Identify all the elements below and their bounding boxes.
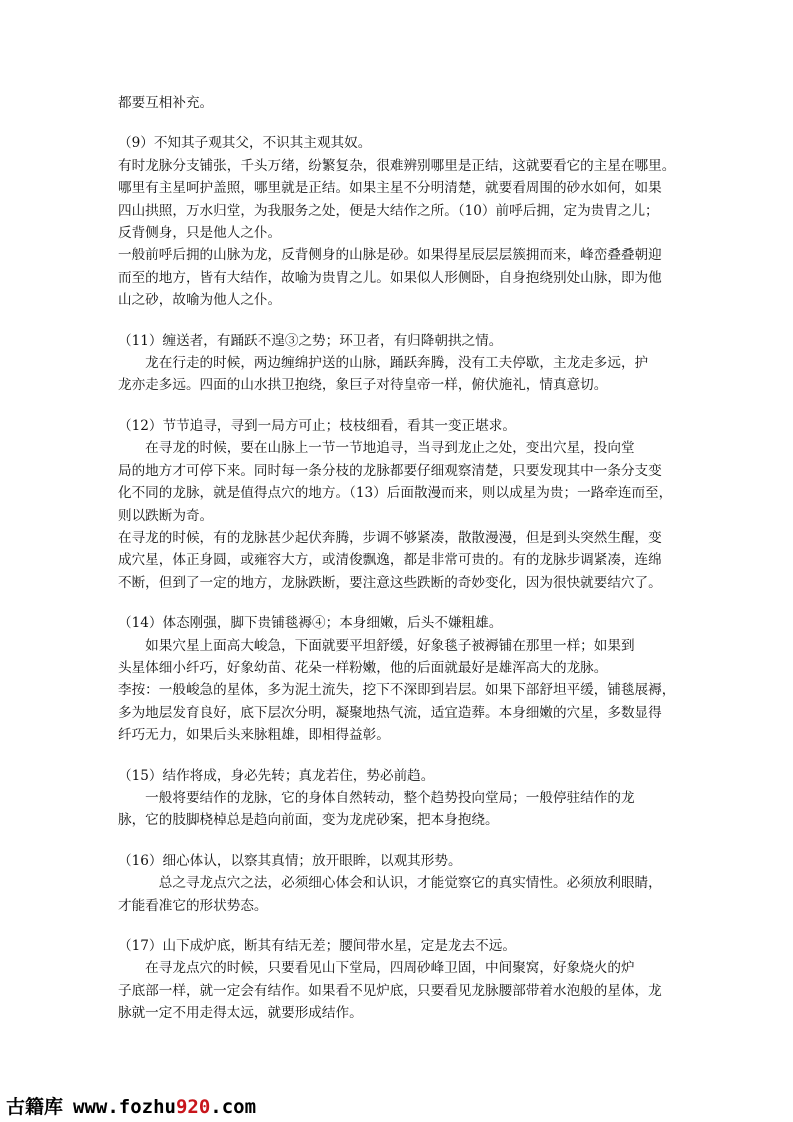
footer-url-suffix: .com	[210, 1096, 257, 1118]
text-line: 李按：一般峻急的星体，多为泥土流失，挖下不深即到岩层。如果下部舒坦平缓，铺毯展褥，	[118, 682, 676, 699]
text-line: 而至的地方，皆有大结作，故喻为贵胄之儿。如果似人形侧卧，自身抱绕别处山脉，即为他	[118, 269, 662, 286]
paragraph-gap	[118, 747, 693, 765]
text-line: 哪里有主星呵护盖照，哪里就是正结。如果主星不分明清楚，就要看周围的砂水如何，如果	[118, 180, 662, 197]
paragraph	[118, 765, 693, 832]
footer-url-number: 920	[175, 1096, 211, 1118]
text-line: 反背侧身，只是他人之仆。	[118, 225, 282, 242]
text-line: 纤巧无力，如果后头来脉粗雄，即相得益彰。	[118, 727, 390, 744]
paragraph-gap	[118, 114, 693, 132]
text-line: 多为地层发育良好，底下层次分明，凝聚地热气流，适宜造葬。本身细嫩的穴星，多数显得	[118, 704, 662, 721]
document-body	[118, 92, 693, 1025]
footer-url[interactable]	[73, 1096, 256, 1118]
paragraph	[118, 612, 693, 746]
paragraph	[118, 92, 693, 114]
text-line: （12）节节追寻，寻到一局方可止；枝枝细看，看其一变正堪求。	[118, 417, 516, 434]
paragraph-gap	[118, 832, 693, 850]
paragraph-gap	[118, 397, 693, 415]
paragraph	[118, 415, 693, 594]
paragraph-gap	[118, 594, 693, 612]
text-line: （14）体态刚强，脚下贵铺毯褥④；本身细嫩，后头不嫌粗雄。	[118, 615, 503, 632]
text-line: 四山拱照，万水归堂，为我服务之处，便是大结作之所。（10）前呼后拥，定为贵胄之儿；	[118, 202, 659, 219]
text-line: （17）山下成炉底，断其有结无差；腰间带水星，定是龙去不远。	[118, 938, 516, 954]
text-line: 成穴星，体正身圆，或雍容大方，或清俊飘逸，都是非常可贵的。有的龙脉步调紧凑，连绵	[118, 552, 662, 569]
text-line: 才能看准它的形状势态。	[118, 897, 268, 914]
text-line: 有时龙脉分支铺张，千头万绪，纷繁复杂，很难辨别哪里是正结，这就要看它的主星在哪里。	[118, 157, 676, 174]
paragraph-gap	[118, 917, 693, 935]
paragraph	[118, 132, 693, 311]
text-line: （9）不知其子观其父，不识其主观其奴。	[118, 135, 372, 152]
text-line: 子底部一样，就一定会有结作。如果看不见炉底，只要看见龙脉腰部带着水泡般的星体，龙	[118, 982, 662, 999]
footer-site-name: 古籍库	[6, 1096, 64, 1118]
text-line: （15）结作将成，身必先转；真龙若住，势必前趋。	[118, 767, 435, 784]
footer-url-prefix: www.fozhu	[73, 1096, 176, 1118]
footer-watermark	[6, 1092, 256, 1118]
text-line: 在寻龙的时候，有的龙脉甚少起伏奔腾，步调不够紧凑，散散漫漫，但是到头突然生醒，变	[118, 529, 662, 546]
paragraph	[118, 330, 693, 397]
text-line: 不断，但到了一定的地方，龙脉跌断，要注意这些跌断的奇妙变化，因为很快就要结穴了。	[118, 574, 662, 591]
text-line: 总之寻龙点穴之法，必须细心体会和认识，才能觉察它的真实情性。必须放利眼睛，	[118, 875, 662, 892]
text-line: 一般将要结作的龙脉，它的身体自然转动，整个趋势投向堂局；一般停驻结作的龙	[118, 789, 635, 806]
text-line: 头星体细小纤巧，好象幼苗、花朵一样粉嫩，他的后面就最好是雄浑高大的龙脉。	[118, 659, 608, 676]
text-line: （16）细心体认，以察其真情；放开眼眸，以观其形势。	[118, 852, 462, 869]
text-line: （11）缠送者，有踊跃不遑③之势；环卫者，有归降朝拱之情。	[118, 332, 503, 349]
paragraph	[118, 850, 693, 917]
text-line: 一般前呼后拥的山脉为龙，反背侧身的山脉是砂。如果得星辰层层簇拥而来，峰峦叠叠朝迎	[118, 247, 662, 264]
text-line: 龙亦走多远。四面的山水拱卫抱绕，象巨子对待皇帝一样，俯伏施礼，情真意切。	[118, 377, 608, 394]
text-line: 脉，它的肢脚桡棹总是趋向前面，变为龙虎砂案，把本身抱绕。	[118, 812, 499, 829]
text-line: 山之砂，故喻为他人之仆。	[118, 292, 282, 309]
paragraph	[118, 935, 693, 1025]
text-line: 则以跌断为奇。	[118, 507, 214, 524]
text-line: 局的地方才可停下来。同时每一条分枝的龙脉都要仔细观察清楚，只要发现其中一条分支变	[118, 462, 662, 479]
text-line: 在寻龙的时候，要在山脉上一节一节地追寻，当寻到龙止之处，变出穴星，投向堂	[118, 440, 635, 457]
text-line: 龙在行走的时候，两边缠绵护送的山脉，踊跃奔腾，没有工夫停歇，主龙走多远，护	[118, 355, 649, 372]
text-line: 如果穴星上面高大峻急，下面就要平坦舒缓，好象毯子被褥铺在那里一样；如果到	[118, 637, 635, 654]
text-line: 化不同的龙脉，就是值得点穴的地方。（13）后面散漫而来，则以成星为贵；一路牵连而至，	[118, 485, 673, 502]
text-line: 都要互相补充。	[118, 95, 214, 111]
text-line: 在寻龙点穴的时候，只要看见山下堂局，四周砂峰卫固，中间聚窝，好象烧火的炉	[118, 960, 635, 977]
text-line: 脉就一定不用走得太远，就要形成结作。	[118, 1005, 363, 1022]
paragraph-gap	[118, 312, 693, 330]
